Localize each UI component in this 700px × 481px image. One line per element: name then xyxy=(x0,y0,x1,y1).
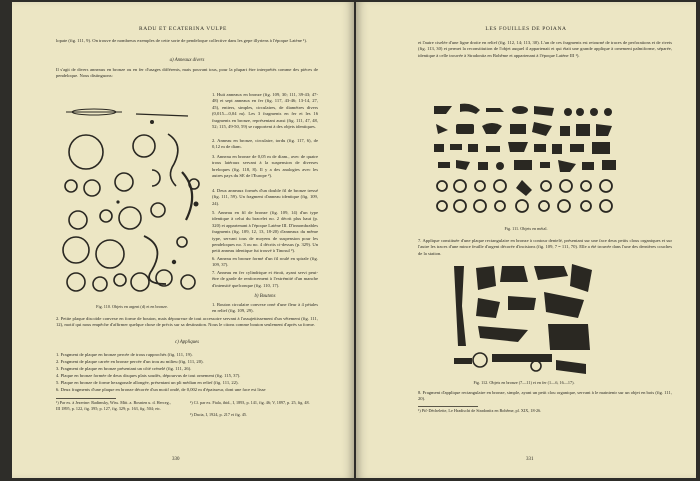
figure-111-illustration xyxy=(430,102,622,224)
paragraph: 1. Huit anneaux en bronze (fig. 109, 30; 111, 39-43; 47-48) et sept anneaux en fer (fig. 117, 43-46; 13-14, 27, 45), entiers, simples, circulaires, de diamètres divers (0,015—0,04 m). Les 3 fragments en fer et les 16 fragments en bronze, représentant aussi (fig. 111, 47, 48, 52; 115, 49-50, 59) se rapportent à des objets identiques. xyxy=(212,92,318,130)
figure-112-caption: Fig. 112. Objets en bronze (7—11) et en fer (1—6, 16—17). xyxy=(473,380,575,385)
footnote: ²) Cf. par ex. Fiala, ibid., I, 1893, p. 141, fig. 46; V, 1897, p. 25, fig. 48. xyxy=(190,400,310,405)
footnote-rule xyxy=(56,398,116,399)
intro-text: et l'autre ciselée d'une ligne droite en relief (fig. 112, 14; 113, 30). L'un de ces fragments est retourné de traces de perforations et de rivets (fig. 113, 30) et permet la reconstitution de l'objet auquel il appartenait et qui était une grande applique à ornement palmiforme, séparée, identique à celle trouvée à Stradonitz en Bohême et appartenant à l'époque Latène III ¹). xyxy=(418,40,672,58)
paragraph: 5. Plaque en bronze de forme hexagonale allongée, présentant un pli médian en relief (fig. 111, 22). xyxy=(56,380,239,385)
paragraph: 1. Fragment de plaque en bronze percée de trous rapprochés (fig. 111, 19). xyxy=(56,352,193,357)
paragraph: 5. Anneau en fil de bronze (fig. 109, 14) d'un type identique à celui du bracelet no. 2 décrit plus haut (p. 320) et appartenant à l'époque Latène III. D'innombrables fragments (fig. 109, 12, 13, 18-20) d'anneaux du même type, servant tous de moyens de suspension pour les pendeloques no. 3 ou no. 4 décrits ci-dessus (p. 329). Un petit anneau identique fut trouvé à Tinosul ³). xyxy=(212,210,318,254)
paragraph: 7. Applique constituée d'une plaque rectangulaire en bronze à contour dentelé, présentant sur une face deux petits clous organiques et sur l'autre les traces d'une mince feuille d'argent décorée d'incisions (fig. 109, 7 = 111, 70). Elle a été trouvée dans l'une des dernières couches de la station. xyxy=(418,238,672,256)
paragraph: 7. Anneau en fer cylindrique et étroit, ayant servi peut-être de garde de renforcement à l'extrémité d'un manche d'intensité quelconque (fig. 110, 17). xyxy=(212,270,318,288)
intro-text: lopate (fig. 111, 9). On trouve de nombreux exemples de cette sorte de pendeloque collective dans les gepe illyriens à l'époque Latène ¹). xyxy=(56,38,308,43)
paragraph: Il s'agit de divers anneaux en bronze ou en fer d'usages différents, mais pouvant tous, pour la plupart être interprétés comme des pièces de pendeloque. Nous distinguons: xyxy=(56,67,318,79)
paragraph: 6. Deux fragments d'une plaque en bronze décorée d'un motif ondé, de 0,002 m d'épaisseur, dont une face est lisse xyxy=(56,387,266,392)
section-heading-anneaux: a) Anneaux divers xyxy=(169,58,205,63)
paragraph: 2. Fragment de plaque carrée en bronze percée d'un trou au milieu (fig. 111, 20). xyxy=(56,359,204,364)
paragraph: 2. Anneau en bronze, circulaire, tordu (fig. 117, 6), de 0,12 m de diam. xyxy=(212,138,318,150)
paragraph: 1. Bouton circulaire convexe orné d'une fleur à 4 pétales en relief (fig. 109, 29). xyxy=(212,302,318,314)
figure-112-illustration xyxy=(448,262,598,376)
footnote: ³) Dacia, I, 1924, p. 217 et fig. 45. xyxy=(190,412,248,417)
footnote-rule xyxy=(418,406,478,407)
running-header-right: LES FOUILLES DE POIANA xyxy=(485,26,567,32)
figure-111-caption: Fig. 111. Objets en métal. xyxy=(504,226,548,231)
paragraph: 4. Deux anneaux formés d'un double fil de bronze tressé (fig. 111, 59). Un fragment d'anneau identique (fig. 109, 24). xyxy=(212,188,318,206)
figure-110-illustration xyxy=(56,92,208,300)
section-heading-boutons: b) Boutons xyxy=(254,294,276,299)
paragraph: 2. Petite plaque discoïde convexe en forme de bouton, mais dépourvue de tout accessoire servant à l'assujettissement d'un vêtement (fig. 111, 12), motif qui nous empêche d'affirmer quelque chose de précis sur sa destination. Nous le citons comme bouton seulement d'après sa forme. xyxy=(56,316,318,328)
footnote: ¹) Par ex. à Jezerine: Radimsky, Wiss. Mitt. a. Bosnien u. d. Herceg., III 1895, p. 122, fig. 395; p. 127, fig. 329; p. 163, fig. 504; etc. xyxy=(56,400,171,411)
paragraph: 8. Fragment d'applique rectangulaire en bronze, simple, ayant un petit clou organique, servant à le maintenir sur un objet en bois (fig. 111, 20). xyxy=(418,390,672,402)
paragraph: 6. Anneau en bronze formé d'un fil roulé en spirale (fig. 109, 37). xyxy=(212,256,318,268)
paragraph: 3. Fragment de plaque en bronze présentant un côté crénelé (fig. 111, 26). xyxy=(56,366,192,371)
page-number: 330 xyxy=(172,457,180,462)
paragraph: 3. Anneau en bronze de 0,05 m de diam., avec de quatre trous latéraux servant à la suspension de diverses breloques (fig. 118, 8). Il y a des analogies avec les autres pays du SE de l'Europe ²). xyxy=(212,154,318,179)
section-heading-appliques: c) Appliques xyxy=(174,340,200,345)
figure-110-caption: Fig. 110. Objets en argent (d) et en bronze. xyxy=(96,304,168,309)
right-page xyxy=(356,2,696,478)
paragraph: 4. Plaque en bronze formée de deux disques plats soudés, dépourvus de tout ornement (fig. 115, 37). xyxy=(56,373,241,378)
left-page xyxy=(12,2,354,478)
running-header-left: RADU ET ECATERINA VULPE xyxy=(138,26,227,32)
page-number: 331 xyxy=(526,457,534,462)
footnote: ¹) Pič-Déchelette, Le Hradischt de Stradonitz en Bohême, pl. XIX, 18-26. xyxy=(418,408,542,413)
